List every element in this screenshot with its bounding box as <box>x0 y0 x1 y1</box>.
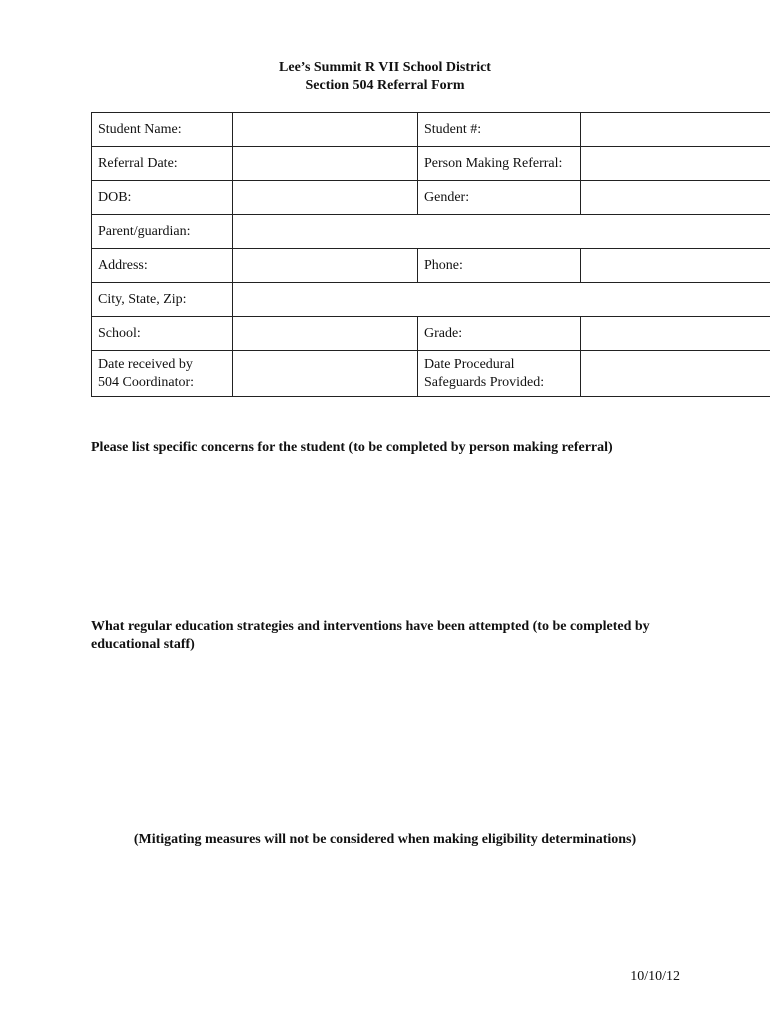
gender-field[interactable] <box>581 181 770 215</box>
student-name-field[interactable] <box>233 113 418 147</box>
date-safeguards-label: Date Procedural Safeguards Provided: <box>418 351 581 397</box>
phone-field[interactable] <box>581 249 770 283</box>
referral-info-table <box>91 112 770 397</box>
grade-label: Grade: <box>418 317 581 351</box>
table-row <box>92 351 770 397</box>
table-row <box>92 249 770 283</box>
school-label: School: <box>92 317 233 351</box>
strategies-answer-area[interactable] <box>91 660 691 825</box>
mitigating-measures-note: (Mitigating measures will not be considered when making eligibility determinations) <box>133 832 637 847</box>
date-received-field[interactable] <box>233 351 418 397</box>
student-name-label: Student Name: <box>92 113 233 147</box>
parent-guardian-field[interactable] <box>233 215 770 249</box>
gender-label: Gender: <box>418 181 581 215</box>
district-name: Lee’s Summit R VII School District <box>279 60 491 75</box>
dob-field[interactable] <box>233 181 418 215</box>
table-row <box>92 147 770 181</box>
school-field[interactable] <box>233 317 418 351</box>
date-safeguards-field[interactable] <box>581 351 770 397</box>
person-making-referral-label: Person Making Referral: <box>418 147 581 181</box>
dob-label: DOB: <box>92 181 233 215</box>
table-row <box>92 283 770 317</box>
parent-guardian-label: Parent/guardian: <box>92 215 233 249</box>
table-row <box>92 215 770 249</box>
referral-date-field[interactable] <box>233 147 418 181</box>
person-making-referral-field[interactable] <box>581 147 770 181</box>
concerns-answer-area[interactable] <box>91 462 691 612</box>
table-row <box>92 181 770 215</box>
footer-date: 10/10/12 <box>630 969 680 984</box>
address-field[interactable] <box>233 249 418 283</box>
address-label: Address: <box>92 249 233 283</box>
table-row <box>92 113 770 147</box>
student-number-field[interactable] <box>581 113 770 147</box>
table-row <box>92 317 770 351</box>
form-title: Section 504 Referral Form <box>305 78 465 93</box>
date-received-label: Date received by 504 Coordinator: <box>92 351 233 397</box>
city-state-zip-field[interactable] <box>233 283 770 317</box>
strategies-heading: What regular education strategies and interventions have been attempted (to be completed by educational staff) <box>91 619 650 652</box>
grade-field[interactable] <box>581 317 770 351</box>
form-header <box>0 59 770 95</box>
student-number-label: Student #: <box>418 113 581 147</box>
concerns-heading: Please list specific concerns for the student (to be completed by person making referral) <box>91 440 613 455</box>
city-state-zip-label: City, State, Zip: <box>92 283 233 317</box>
referral-date-label: Referral Date: <box>92 147 233 181</box>
phone-label: Phone: <box>418 249 581 283</box>
